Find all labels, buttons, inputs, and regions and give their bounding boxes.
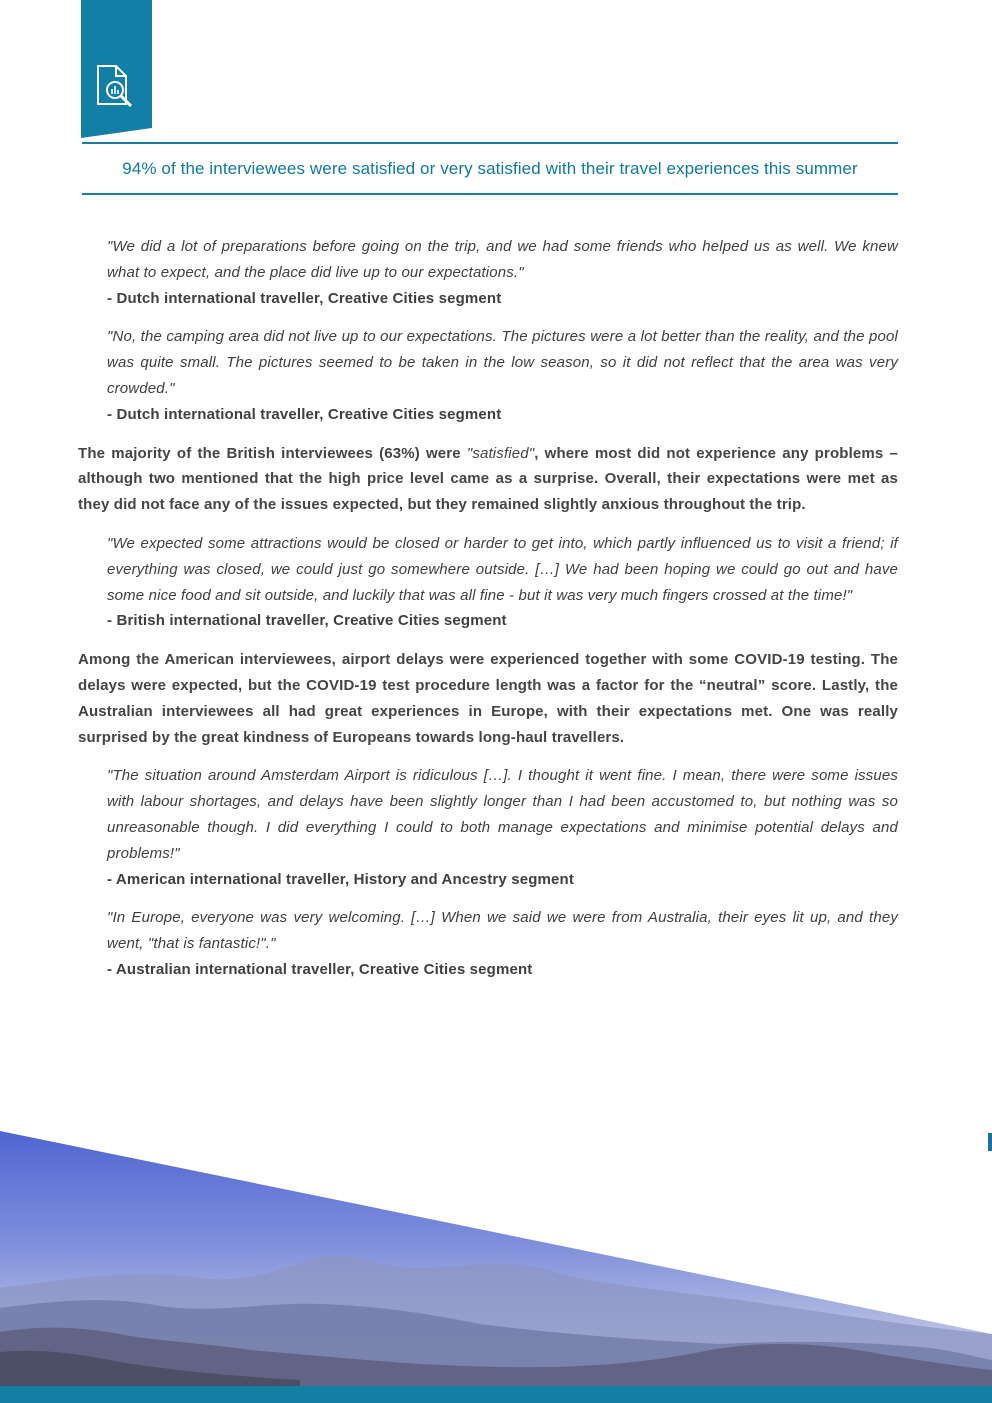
quote-text: "We did a lot of preparations before going on the trip, and we had some friends who helped us as well. We knew what to expect, and the place did live up to our expectations.": [107, 238, 898, 281]
quote-attribution: - Australian international traveller, Creative Cities segment: [107, 960, 533, 978]
quote-block: [107, 905, 898, 982]
quote-attribution: - British international traveller, Creative Cities segment: [107, 612, 507, 630]
headline-bottom-rule: [82, 193, 898, 195]
quote-text: "The situation around Amsterdam Airport is ridiculous […]. I thought it went fine. I mean, there were some issues with labour shortages, and delays have been slightly longer than I had been accustomed to, but nothing was so unreasonable though. I did everything I could to both manage expectations and minimise potential delays and problems!": [107, 767, 898, 862]
edge-marker: [988, 1133, 992, 1151]
quote-text: "We expected some attractions would be closed or harder to get into, which partly influenced us to visit a friend; if everything was closed, we could just go somewhere outside. […] We had been hoping we could go out and have some nice food and sit outside, and luckily that was all fine - but it was very much fingers crossed at the time!": [107, 534, 898, 604]
quote-block: [107, 531, 898, 634]
quote-attribution: - Dutch international traveller, Creative Cities segment: [107, 289, 502, 307]
quote-attribution: - Dutch international traveller, Creative Cities segment: [107, 405, 502, 423]
footer-bar: [0, 1386, 992, 1403]
paragraph-emphasis: "satisfied": [466, 444, 535, 462]
misty-mountain-landscape: [0, 1128, 992, 1386]
body-paragraph: Among the American interviewees, airport delays were experienced together with some COVID-19 testing. The delays were expected, but the COVID-19 test procedure length was a factor for the “neutral” score. Lastly, the Australian interviewees all had great experiences in Europe, with their expectations met. One was really surprised by the great kindness of Europeans towards long-haul travellers.: [78, 651, 898, 746]
quote-text: "No, the camping area did not live up to our expectations. The pictures were a lot better than the reality, and the pool was quite small. The pictures seemed to be taken in the low season, so it did not reflect that the area was very crowded.": [107, 328, 898, 397]
paragraph-text: , where most did not experience any problems – although two mentioned that the high price level came as a surprise. Overall, their expectations were met as they did not face any of the issues expected, but they remained slightly anxious throughout the trip.: [78, 444, 898, 514]
paragraph-text: The majority of the British interviewees (63%) were: [78, 444, 467, 462]
quote-block: [107, 763, 898, 892]
quote-block: [107, 324, 898, 427]
quote-text: "In Europe, everyone was very welcoming. […] When we said we were from Australia, their eyes lit up, and they went, "that is fantastic!".": [107, 909, 898, 953]
body-paragraph: [78, 441, 898, 518]
headline-top-rule: [82, 142, 898, 144]
quote-attribution: - American international traveller, History and Ancestry segment: [107, 870, 574, 888]
page-headline: 94% of the interviewees were satisfied or very satisfied with their travel experiences this summer: [122, 159, 858, 178]
header-tab: [81, 0, 152, 138]
main-content: [78, 234, 898, 996]
quote-block: [107, 234, 898, 311]
